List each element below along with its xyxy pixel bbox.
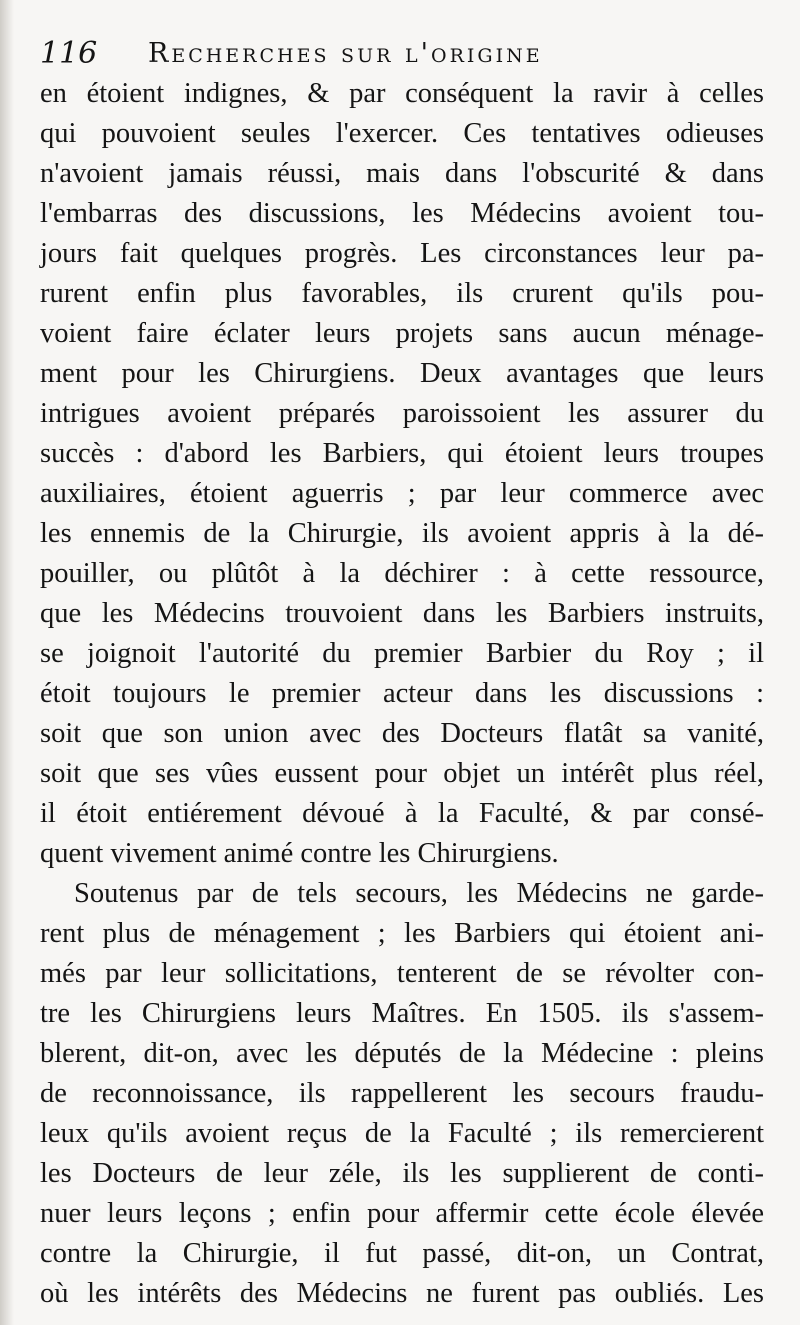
text-line: succès : d'abord les Barbiers, qui étoient leurs troupes — [40, 438, 764, 469]
page-header — [40, 34, 780, 74]
text-line: contre la Chirurgie, il fut passé, dit-on, un Contrat, — [40, 1238, 764, 1269]
text-line: en étoient indignes, & par conséquent la ravir à celles — [40, 78, 764, 109]
text-line: qui pouvoient seules l'exercer. Ces tentatives odieuses — [40, 118, 764, 149]
text-line: leux qu'ils avoient reçus de la Faculté ; ils remercierent — [40, 1118, 764, 1149]
text-line: Soutenus par de tels secours, les Médecins ne garde- — [74, 878, 764, 909]
text-line: que les Médecins trouvoient dans les Barbiers instruits, — [40, 598, 764, 629]
text-line: où les intérêts des Médecins ne furent pas oubliés. Les — [40, 1278, 764, 1309]
page-gutter-shadow — [0, 0, 14, 1325]
text-line: rurent enfin plus favorables, ils crurent qu'ils pou- — [40, 278, 764, 309]
text-line: pouiller, ou plûtôt à la déchirer : à cette ressource, — [40, 558, 764, 589]
text-line: l'embarras des discussions, les Médecins avoient tou- — [40, 198, 764, 229]
text-line: quent vivement animé contre les Chirurgiens. — [40, 838, 559, 869]
text-line: auxiliaires, étoient aguerris ; par leur commerce avec — [40, 478, 764, 509]
body-text — [40, 74, 764, 1314]
text-line: jours fait quelques progrès. Les circonstances leur pa- — [40, 238, 764, 269]
paragraph — [40, 74, 764, 874]
text-line: intrigues avoient préparés paroissoient les assurer du — [40, 398, 764, 429]
text-line: voient faire éclater leurs projets sans aucun ménage- — [40, 318, 764, 349]
text-line: ment pour les Chirurgiens. Deux avantages que leurs — [40, 358, 764, 389]
text-line: se joignoit l'autorité du premier Barbier du Roy ; il — [40, 638, 764, 669]
text-line: soit que ses vûes eussent pour objet un intérêt plus réel, — [40, 758, 764, 789]
text-line: les ennemis de la Chirurgie, ils avoient appris à la dé- — [40, 518, 764, 549]
paragraph — [40, 874, 764, 1314]
text-line: més par leur sollicitations, tenterent de se révolter con- — [40, 958, 764, 989]
page-number: 116 — [40, 36, 98, 71]
text-line: étoit toujours le premier acteur dans les discussions : — [40, 678, 764, 709]
text-line: blerent, dit-on, avec les députés de la Médecine : pleins — [40, 1038, 764, 1069]
text-line: rent plus de ménagement ; les Barbiers qui étoient ani- — [40, 918, 764, 949]
text-line: soit que son union avec des Docteurs flatât sa vanité, — [40, 718, 764, 749]
text-line: les Docteurs de leur zéle, ils les supplierent de conti- — [40, 1158, 764, 1189]
running-title: Recherches sur l'origine — [148, 38, 543, 69]
text-line: de reconnoissance, ils rappellerent les secours fraudu- — [40, 1078, 764, 1109]
text-line: tre les Chirurgiens leurs Maîtres. En 1505. ils s'assem- — [40, 998, 764, 1029]
text-line: nuer leurs leçons ; enfin pour affermir cette école élevée — [40, 1198, 764, 1229]
text-line: il étoit entiérement dévoué à la Faculté, & par consé- — [40, 798, 764, 829]
text-line: n'avoient jamais réussi, mais dans l'obscurité & dans — [40, 158, 764, 189]
